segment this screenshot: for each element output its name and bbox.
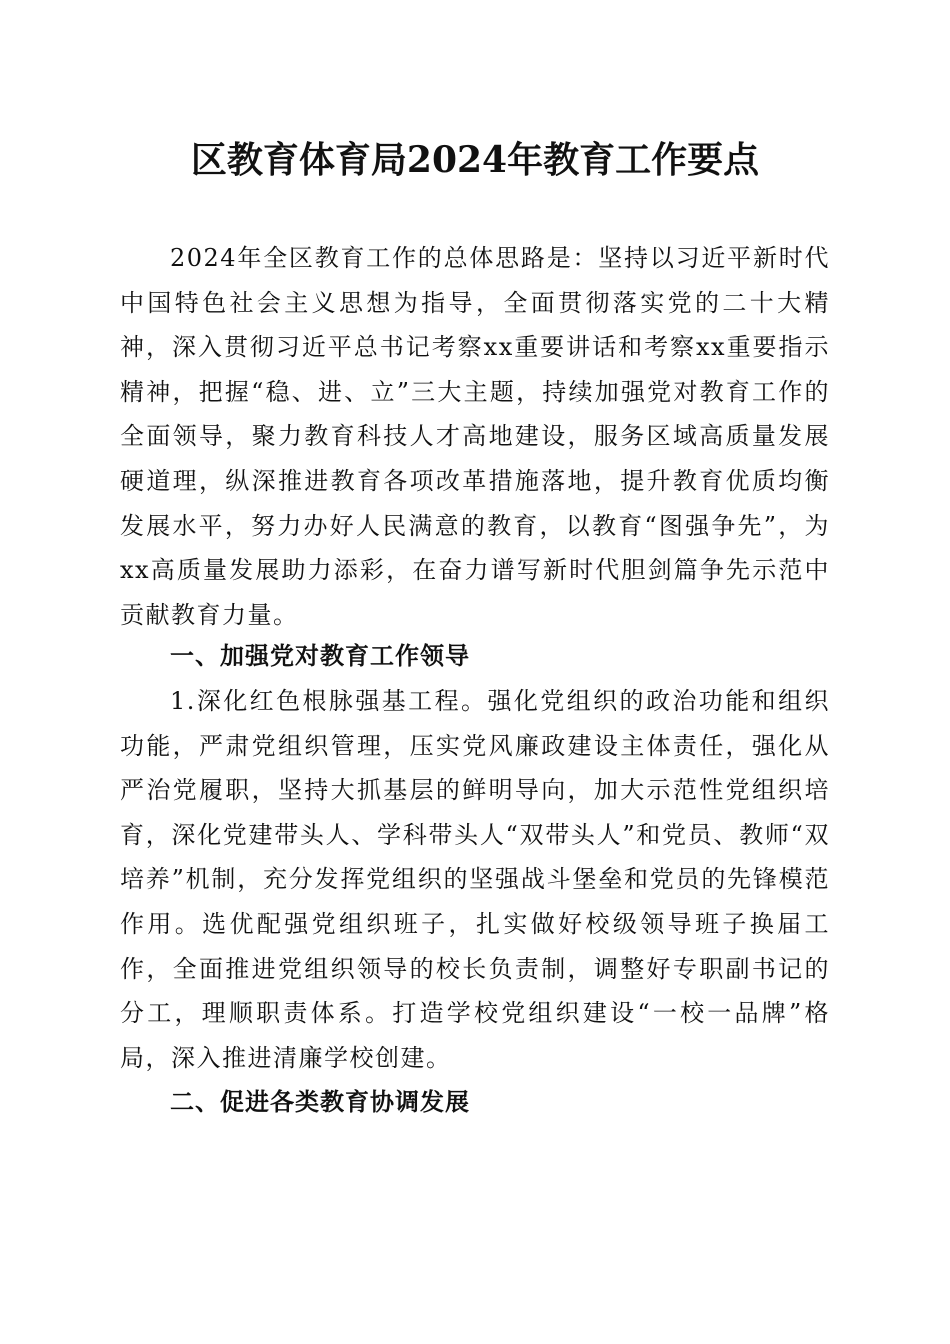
document-title: 区教育体育局2024年教育工作要点	[190, 139, 760, 181]
section-heading-1: 一、加强党对教育工作领导	[170, 642, 470, 670]
intro-paragraph: 2024年全区教育工作的总体思路是：坚持以习近平新时代中国特色社会主义思想为指导，全面贯彻落实党的二十大精神，深入贯彻习近平总书记考察xx重要讲话和考察xx重要指示精神，把握“稳、进、立”三大主题，持续加强党对教育工作的全面领导，聚力教育科技人才高地建设，服务区域高质量发展硬道理，纵深推进教育各项改革措施落地，提升教育优质均衡发展水平，努力办好人民满意的教育，以教育“图强争先”，为xx高质量发展助力添彩，在奋力谱写新时代胆剑篇争先示范中贡献教育力量。	[120, 244, 830, 629]
section-1-item-1: 1.深化红色根脉强基工程。强化党组织的政治功能和组织功能，严肃党组织管理，压实党风廉政建设主体责任，强化从严治党履职，坚持大抓基层的鲜明导向，加大示范性党组织培育，深化党建带头人、学科带头人“双带头人”和党员、教师“双培养”机制，充分发挥党组织的坚强战斗堡垒和党员的先锋模范作用。选优配强党组织班子，扎实做好校级领导班子换届工作，全面推进党组织领导的校长负责制，调整好专职副书记的分工，理顺职责体系。打造学校党组织建设“一校一品牌”格局，深入推进清廉学校创建。	[120, 687, 830, 1072]
section-heading-2: 二、促进各类教育协调发展	[170, 1088, 470, 1116]
